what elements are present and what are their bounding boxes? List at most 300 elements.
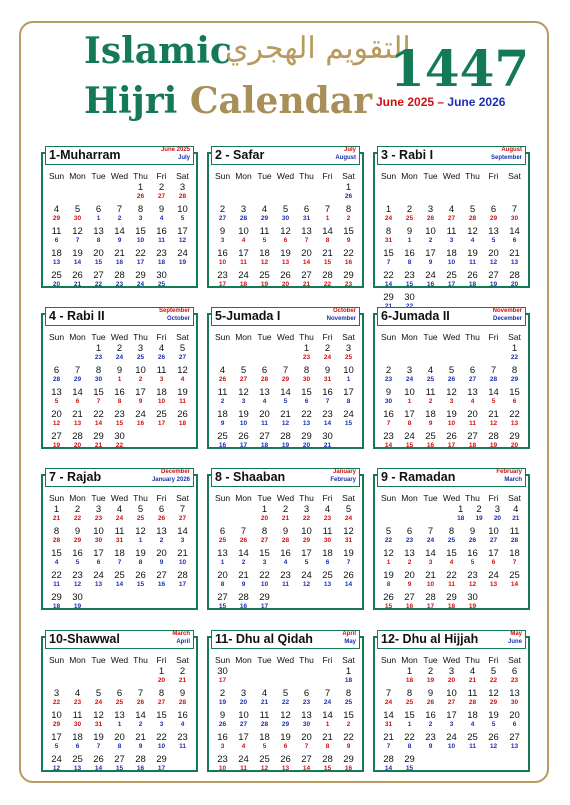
hijri-day: 7 [385,688,392,699]
day-cell [338,570,359,592]
month-header [211,307,360,326]
hijri-day: 9 [324,365,331,376]
gregorian-day: 13 [52,259,61,266]
day-cell [109,710,130,732]
gregorian-day: 22 [510,354,519,361]
gregorian-day: 13 [73,420,82,427]
gregorian-month-label-2: March [504,477,522,483]
day-cell [233,431,254,453]
day-cell [212,182,233,204]
hijri-day: 20 [114,732,125,743]
day-cell [254,182,275,204]
arabic-calligraphy-title: التقويم الهجري [225,31,411,66]
month-name: 6-Jumada II [381,309,450,323]
hijri-day: 14 [238,548,249,559]
month-header [377,307,526,326]
hijri-day: 22 [259,570,270,581]
day-cell [296,182,317,204]
hijri-day: 24 [343,409,354,420]
day-cell [504,666,525,688]
weekday-label: Sat [176,493,189,503]
gregorian-day: 1 [346,376,351,383]
gregorian-day: 11 [179,743,186,750]
day-cell [67,504,88,526]
day-cell [172,504,193,526]
weekday-label: Fri [488,655,499,665]
day-cell [233,409,254,431]
hijri-day: 10 [343,365,354,376]
hijri-day: 7 [324,688,331,699]
day-cell [507,504,525,526]
month-box [373,469,530,610]
gregorian-day: 8 [325,237,330,244]
gregorian-day: 12 [489,420,498,427]
month-header [377,146,526,165]
hijri-day: 29 [404,754,415,765]
hijri-day: 12 [280,710,291,721]
gregorian-day: 20 [493,515,502,522]
day-cell [317,732,338,754]
hijri-day: 13 [114,710,125,721]
day-cell [378,409,399,431]
day-cell [88,387,109,409]
title-calendar: Calendar [189,80,373,122]
gregorian-day: 21 [73,281,82,288]
hijri-day: 13 [93,226,104,237]
day-cell [338,548,359,570]
weekday-label: Tue [423,655,438,665]
day-cell [46,504,67,526]
hijri-day: 26 [93,754,104,765]
hijri-day: 6 [116,688,123,699]
gregorian-day: 6 [512,398,517,405]
day-cell [296,666,317,688]
day-cell [483,431,504,453]
day-cell [212,387,233,409]
day-cell [233,570,254,592]
hijri-day: 8 [345,204,352,215]
day-cell [483,182,504,204]
week-row [212,343,359,365]
day-cell [504,387,525,409]
gregorian-day: 30 [323,537,332,544]
hijri-day: 19 [446,409,457,420]
gregorian-day: 29 [260,215,269,222]
hijri-day: 30 [322,431,333,442]
day-cell [441,387,462,409]
hijri-day: 1 [345,182,352,193]
day-cell [296,226,317,248]
week-row [212,182,359,204]
day-cell [109,387,130,409]
gregorian-day: 20 [281,281,290,288]
weekday-label: Mon [401,171,418,181]
gregorian-day: 4 [180,376,185,383]
day-cell [254,248,275,270]
day-grid [46,654,193,776]
hijri-day: 26 [238,431,249,442]
weekday-label: Thu [133,332,148,342]
day-cell [46,754,67,776]
gregorian-month-label-1: June 2025 [160,147,190,153]
hijri-day: 7 [240,526,247,537]
day-cell [151,270,172,292]
hijri-day: 19 [383,570,394,581]
hijri-day: 8 [511,365,518,376]
week-row [378,526,525,548]
weekday-header-row [378,654,525,666]
gregorian-day: 22 [94,281,103,288]
day-cell [470,504,488,526]
gregorian-day: 21 [468,677,477,684]
hijri-day: 18 [467,710,478,721]
day-cell [420,570,441,592]
hijri-day: 29 [446,592,457,603]
gregorian-day: 5 [304,559,309,566]
hijri-day: 17 [446,710,457,721]
weekday-label: Mon [69,493,86,503]
hijri-day: 26 [383,592,394,603]
day-cell [130,431,151,453]
title-hijri-calendar [84,80,373,122]
gregorian-day: 25 [157,281,166,288]
weekday-label: Thu [465,493,480,503]
day-cell [317,270,338,292]
gregorian-day: 23 [302,354,311,361]
hijri-day: 15 [93,387,104,398]
hijri-day: 25 [322,570,333,581]
gregorian-day: 10 [447,259,456,266]
hijri-day: 16 [217,732,228,743]
gregorian-day: 7 [512,559,517,566]
day-cell [212,732,233,754]
day-cell [399,526,420,548]
weekday-label: Mon [235,493,252,503]
hijri-day: 2 [74,504,81,515]
hijri-day: 26 [280,270,291,281]
day-cell [420,732,441,754]
weekday-label: Sat [342,332,355,342]
weekday-label: Sun [214,332,231,342]
gregorian-month-label-2: October [166,316,190,322]
day-cell [483,754,504,776]
day-cell [275,431,296,453]
day-cell [441,570,462,592]
gregorian-day: 29 [73,537,82,544]
day-cell [296,504,317,526]
week-row [212,548,359,570]
weekday-label: Sun [214,655,231,665]
hijri-day: 30 [217,666,228,677]
day-cell [420,226,441,248]
hijri-day: 13 [217,548,228,559]
hijri-day: 20 [93,248,104,259]
day-cell [504,343,525,365]
hijri-day: 27 [488,270,499,281]
day-cell [317,431,338,453]
day-cell [109,270,130,292]
hijri-day: 27 [259,431,270,442]
hijri-day: 5 [385,526,392,537]
day-cell [275,666,296,688]
hijri-day: 23 [467,570,478,581]
gregorian-day: 13 [323,581,332,588]
hijri-day: 8 [261,526,268,537]
gregorian-day: 14 [344,581,353,588]
day-cell [338,666,359,688]
hijri-day: 26 [467,270,478,281]
gregorian-day: 28 [239,215,248,222]
hijri-day: 4 [261,204,268,215]
day-cell [420,688,441,710]
weekday-label: Wed [442,332,461,342]
gregorian-day: 15 [384,603,393,610]
gregorian-day: 12 [489,259,498,266]
hijri-day: 3 [240,688,247,699]
day-cell [296,409,317,431]
weekday-label: Sat [508,493,521,503]
hijri-day: 1 [511,343,518,354]
hijri-day: 22 [343,248,354,259]
day-cell [46,409,67,431]
gregorian-day: 11 [282,581,289,588]
day-cell [109,570,130,592]
hijri-day: 24 [238,754,249,765]
hijri-day: 8 [385,226,392,237]
hijri-day: 14 [177,526,188,537]
day-cell [172,666,193,688]
day-cell [233,592,254,614]
month-name: 8 - Shaaban [215,470,286,484]
month-name: 10-Shawwal [49,632,120,646]
gregorian-day: 14 [323,420,332,427]
day-cell [67,710,88,732]
gregorian-day: 19 [52,442,61,449]
day-cell [151,365,172,387]
day-cell [441,526,462,548]
day-cell [151,387,172,409]
hijri-day: 7 [179,504,186,515]
gregorian-day: 15 [115,420,124,427]
hijri-day: 5 [282,688,289,699]
day-cell [483,409,504,431]
day-cell [233,387,254,409]
day-cell [296,710,317,732]
gregorian-day: 5 [262,237,267,244]
gregorian-day: 22 [489,677,498,684]
gregorian-day: 24 [384,699,393,706]
gregorian-day: 30 [302,721,311,728]
day-cell [46,343,67,365]
gregorian-day: 19 [489,442,498,449]
weekday-label: Tue [257,655,272,665]
day-cell [151,666,172,688]
hijri-day: 13 [488,226,499,237]
gregorian-day: 7 [96,743,101,750]
hijri-day: 13 [259,387,270,398]
month-header [211,630,360,649]
weekday-label: Mon [69,171,86,181]
day-cell [296,548,317,570]
week-row [46,732,193,754]
day-cell [151,526,172,548]
day-cell [151,688,172,710]
day-cell [483,248,504,270]
day-cell [441,666,462,688]
hijri-day: 13 [51,387,62,398]
hijri-day: 5 [345,504,352,515]
hijri-day: 25 [425,431,436,442]
month-box [41,469,198,610]
hijri-day: 13 [301,226,312,237]
hijri-day: 5 [469,204,476,215]
day-grid [212,170,359,292]
weekday-header-row [378,170,525,182]
day-cell [338,365,359,387]
gregorian-day: 7 [386,259,391,266]
day-grid [212,492,359,614]
weekday-label: Tue [257,171,272,181]
day-cell [212,710,233,732]
month-header [377,630,526,649]
day-cell [130,248,151,270]
day-cell [420,365,441,387]
day-cell [109,666,130,688]
gregorian-day: 18 [447,603,456,610]
gregorian-day: 1 [220,559,225,566]
gregorian-day: 7 [304,743,309,750]
hijri-day: 4 [53,204,60,215]
day-cell [504,204,525,226]
hijri-day: 9 [219,226,226,237]
hijri-day: 6 [219,526,226,537]
day-cell [88,343,109,365]
week-row [46,592,193,614]
hijri-day: 29 [51,592,62,603]
hijri-day: 14 [509,226,520,237]
gregorian-day: 9 [117,237,122,244]
week-row [378,248,525,270]
gregorian-day: 9 [428,743,433,750]
day-cell [172,570,193,592]
hijri-day: 12 [343,526,354,537]
gregorian-month-label-2: November [326,316,356,322]
hijri-day: 23 [425,732,436,743]
gregorian-day: 28 [178,193,187,200]
day-cell [504,548,525,570]
weekday-label: Wed [442,493,461,503]
day-cell [483,710,504,732]
day-cell [378,182,399,204]
day-cell [420,204,441,226]
hijri-day: 15 [343,710,354,721]
gregorian-day: 4 [283,559,288,566]
gregorian-day: 17 [157,765,166,772]
hijri-day: 3 [406,365,413,376]
gregorian-day: 3 [449,721,454,728]
gregorian-month-label-2: June [507,639,522,645]
gregorian-day: 18 [178,420,187,427]
day-cell [46,570,67,592]
week-row [212,504,359,526]
weekday-label: Fri [156,332,167,342]
hijri-day: 15 [509,387,520,398]
gregorian-day: 13 [281,765,290,772]
day-cell [254,431,275,453]
day-grid [378,654,525,776]
hijri-day: 20 [156,548,167,559]
day-cell [172,270,193,292]
hijri-day: 22 [383,270,394,281]
gregorian-day: 18 [344,677,353,684]
hijri-day: 16 [177,710,188,721]
day-cell [212,666,233,688]
hijri-day: 5 [282,204,289,215]
weekday-label: Wed [276,171,295,181]
gregorian-day: 31 [94,721,103,728]
day-cell [67,343,88,365]
gregorian-day: 27 [468,376,477,383]
day-cell [130,270,151,292]
day-cell [399,666,420,688]
day-cell [504,732,525,754]
hijri-day: 5 [448,365,455,376]
day-cell [88,548,109,570]
gregorian-day: 31 [384,721,393,728]
gregorian-day: 27 [447,215,456,222]
hijri-day: 29 [509,431,520,442]
weekday-header-row [46,331,193,343]
day-cell [212,570,233,592]
hijri-day: 11 [156,365,167,376]
weekday-label: Thu [299,493,314,503]
day-cell [433,504,451,526]
hijri-day: 2 [406,204,413,215]
day-cell [296,387,317,409]
day-cell [420,270,441,292]
gregorian-day: 27 [447,699,456,706]
hijri-day: 15 [446,548,457,559]
gregorian-day: 17 [260,603,269,610]
hijri-day: 22 [156,732,167,743]
gregorian-day: 17 [218,677,227,684]
hijri-day: 8 [95,365,102,376]
hijri-day: 10 [177,204,188,215]
day-cell [420,343,441,365]
gregorian-month-label-1: March [172,631,190,637]
day-cell [212,754,233,776]
day-cell [317,387,338,409]
day-cell [233,248,254,270]
day-cell [212,548,233,570]
day-cell [275,754,296,776]
hijri-day: 29 [135,270,146,281]
day-cell [317,570,338,592]
hijri-day: 24 [301,570,312,581]
gregorian-day: 16 [115,259,124,266]
gregorian-day: 11 [158,237,165,244]
weekday-label: Fri [322,493,333,503]
gregorian-day: 7 [304,237,309,244]
day-cell [378,710,399,732]
day-cell [275,248,296,270]
day-cell [172,204,193,226]
gregorian-day: 27 [178,354,187,361]
hijri-day: 1 [345,666,352,677]
gregorian-day: 26 [239,537,248,544]
gregorian-day: 3 [241,398,246,405]
gregorian-day: 12 [260,765,269,772]
